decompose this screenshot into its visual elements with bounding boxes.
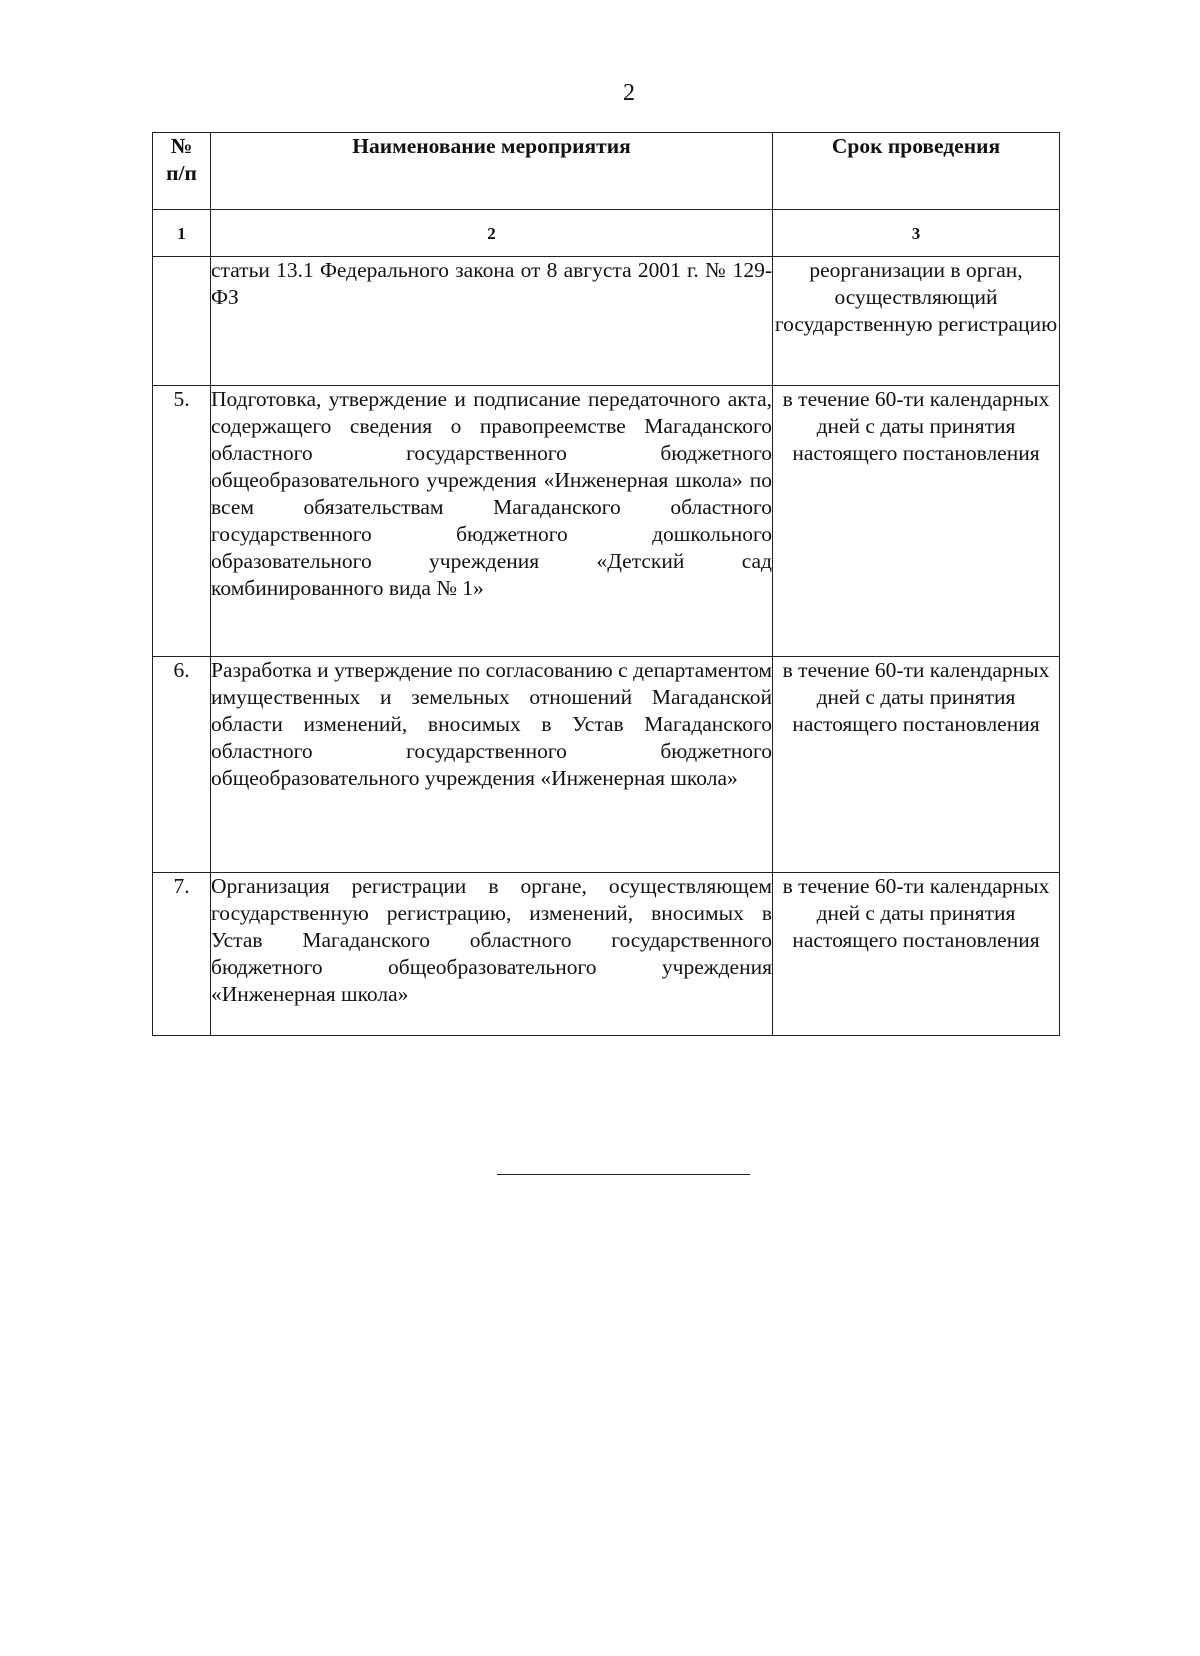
row-event-name: статьи 13.1 Федерального закона от 8 августа 2001 г. № 129-ФЗ (211, 257, 773, 386)
table-header-row (153, 133, 1060, 210)
row-event-name: Подготовка, утверждение и подписание передаточного акта, содержащего сведения о правопреемстве Магаданского областного государственного бюджетного общеобразовательного учреждения «Инженерная школа» по всем обязательствам Магаданского областного государственного бюджетного дошкольного образовательного учреждения «Детский сад комбинированного вида № 1» (211, 386, 773, 657)
column-index-row (153, 210, 1060, 257)
row-term: реорганизации в орган, осуществляющий государственную регистрацию (773, 257, 1060, 386)
column-index-3: 3 (773, 210, 1060, 257)
column-index-1: 1 (153, 210, 211, 257)
row-number: 5. (153, 386, 211, 657)
header-number (153, 133, 211, 210)
table-row (153, 257, 1060, 386)
row-event-name: Организация регистрации в органе, осуществляющем государственную регистрацию, изменений, вносимых в Устав Магаданского областного государственного бюджетного общеобразовательного учреждения «Инженерная школа» (211, 873, 773, 1036)
events-table (152, 132, 1060, 1036)
row-number: 7. (153, 873, 211, 1036)
row-number (153, 257, 211, 386)
row-term: в течение 60-ти календарных дней с даты принятия настоящего постановления (773, 386, 1060, 657)
column-index-2: 2 (211, 210, 773, 257)
closing-horizontal-rule (497, 1174, 750, 1175)
table-row (153, 386, 1060, 657)
header-event-name: Наименование мероприятия (211, 133, 773, 210)
table-row (153, 657, 1060, 873)
header-term: Срок проведения (773, 133, 1060, 210)
header-number-sign: № п/п (166, 134, 197, 185)
row-event-name: Разработка и утверждение по согласованию с департаментом имущественных и земельных отношений Магаданской области изменений, вносимых в Устав Магаданского областного государственного бюджетного общеобразовательного учреждения «Инженерная школа» (211, 657, 773, 873)
row-term: в течение 60-ти календарных дней с даты принятия настоящего постановления (773, 657, 1060, 873)
table-row (153, 873, 1060, 1036)
row-term: в течение 60-ти календарных дней с даты принятия настоящего постановления (773, 873, 1060, 1036)
row-number: 6. (153, 657, 211, 873)
page-number: 2 (623, 80, 635, 106)
